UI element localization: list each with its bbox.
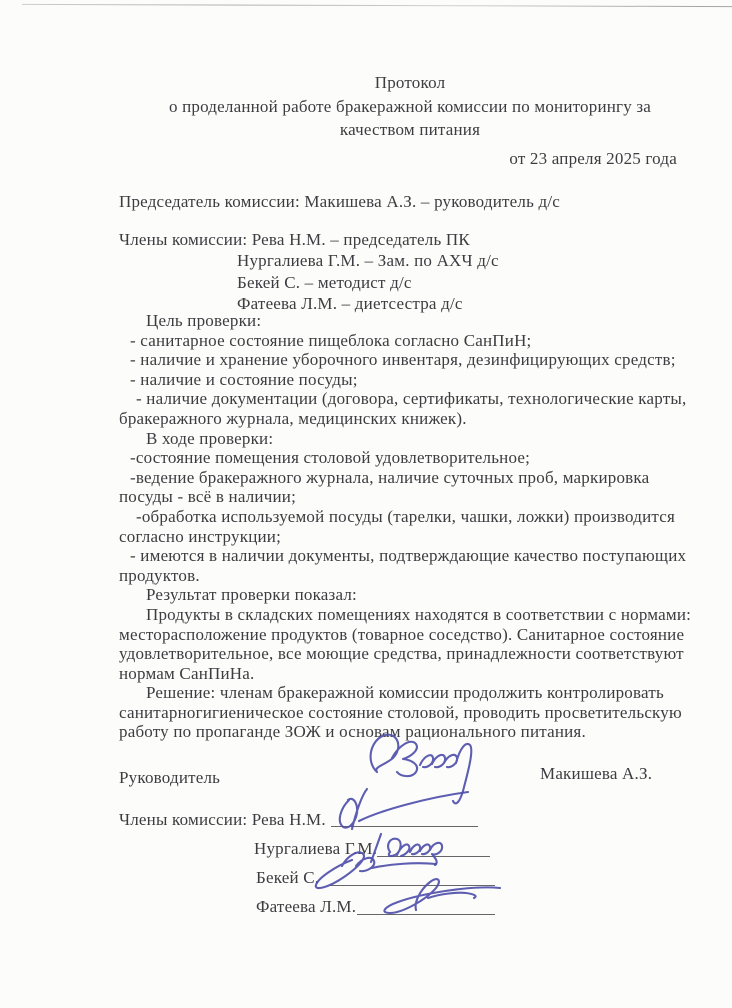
body-line: В ходе проверки: [146, 428, 274, 448]
body-line: Результат проверки показал: [146, 585, 357, 605]
member-entry: Фатеева Л.М. – диетсестра д/с [237, 294, 463, 314]
body-line: удовлетворительное, все моющие средства, принадлежности соответствуют [119, 644, 684, 664]
body-line: посуды - всё в наличии; [119, 487, 296, 507]
members-row [119, 229, 499, 250]
title-line-1: Протокол [374, 73, 446, 92]
members-list [119, 229, 499, 315]
member-entry: Нургалиева Г.М. – Зам. по АХЧ д/с [237, 251, 499, 271]
signoff-members-row [119, 810, 326, 830]
body-line: бракеражного журнала, медицинских книжек). [119, 408, 467, 428]
body-line: согласно инструкции; [119, 526, 282, 546]
signature-nurgalieva-ink [371, 834, 442, 865]
signoff-members-label: Члены комиссии: [119, 810, 248, 829]
body-line: -ведение бракеражного журнала, наличие суточных проб, маркировка [130, 467, 650, 487]
body-line: - имеются в наличии документы, подтверждающие качество поступающих [130, 546, 687, 566]
signoff-member-name: Нургалиева Г.М. [254, 839, 378, 858]
document-title [90, 71, 730, 142]
signature-line [357, 914, 495, 915]
body-line: Решение: членам бракеражной комиссии продолжить контролировать [146, 683, 664, 703]
members-label: Члены комиссии: [119, 230, 248, 249]
body-line: работу по пропаганде ЗОЖ и основам рационального питания. [119, 722, 586, 742]
body-line: Продукты в складских помещениях находятся в соответствии с нормами: [146, 604, 692, 624]
body-line: месторасположение продуктов (товарное соседство). Санитарное состояние [119, 624, 685, 644]
signature-line [377, 856, 490, 857]
body-line: Цель проверки: [146, 311, 262, 330]
body-line: - наличие документации (договора, сертификаты, технологические карты, [136, 389, 687, 409]
signature-leader-ink [371, 735, 472, 804]
body-line: нормам СанПиНа. [119, 663, 255, 683]
body-line: -состояние помещения столовой удовлетворительное; [130, 448, 531, 468]
body-line: -обработка используемой посуды (тарелки, чашки, ложки) производится [136, 506, 675, 526]
leader-name: Макишева А.З. [540, 764, 653, 783]
body-line: - наличие и состояние посуды; [130, 369, 358, 389]
signoff-member-name: Рева Н.М. [251, 810, 326, 829]
body-line: санитарногигиеническое состояние столовой, проводить просветительскую [119, 702, 682, 722]
member-entry: Бекей С. – методист д/с [237, 272, 412, 292]
document-body [119, 311, 692, 742]
title-line-2: о проделанной работе бракеражной комиссии по мониторингу за [168, 96, 652, 116]
leader-label: Руководитель [119, 768, 221, 787]
signature-line [331, 826, 478, 827]
title-line-3: качеством питания [339, 120, 481, 139]
body-line: - наличие и хранение уборочного инвентаря, дезинфицирующих средств; [130, 350, 676, 370]
body-line: продуктов. [119, 565, 200, 585]
signoff-member-name: Бекей С. [256, 868, 320, 887]
signature-line [330, 885, 495, 886]
scan-artifact-line [22, 4, 732, 7]
chairman-line: Председатель комиссии: Макишева А.З. – руководитель д/с [119, 192, 560, 211]
document-date: от 23 апреля 2025 года [509, 149, 677, 168]
member-entry: Рева Н.М. – председатель ПК [251, 230, 470, 249]
signoff-member-name: Фатеева Л.М. [256, 897, 357, 916]
signature-reva-ink [340, 789, 468, 829]
body-line: - санитарное состояние пищеблока согласно СанПиН; [130, 330, 532, 350]
